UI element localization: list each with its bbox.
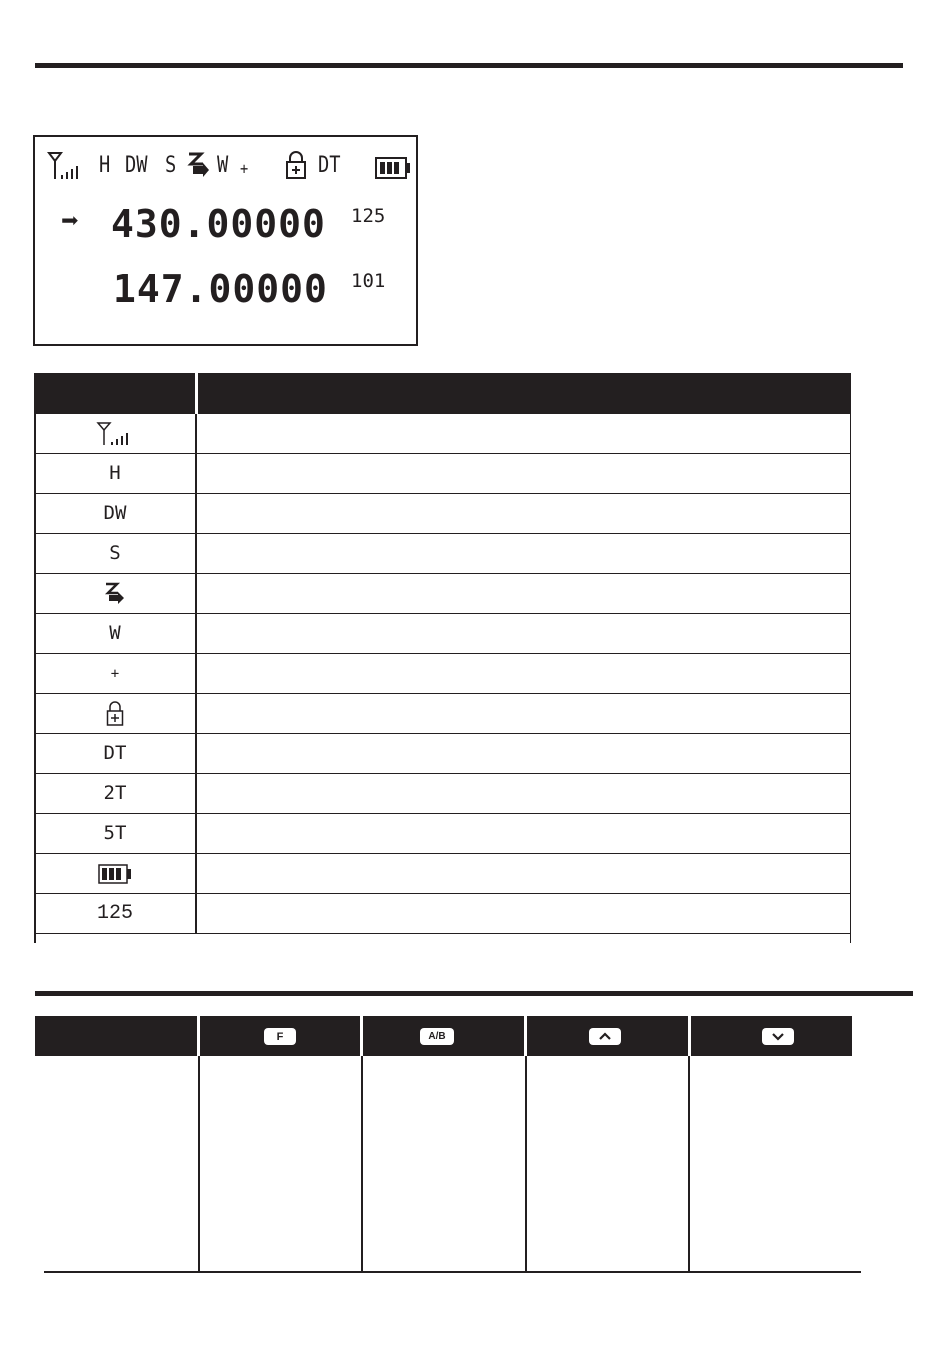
lcd-frequency-b: 147.00000 xyxy=(113,267,328,311)
lcd-channel-b: 101 xyxy=(351,270,386,292)
lock-icon xyxy=(106,701,124,727)
table-row xyxy=(34,774,851,814)
section-rule xyxy=(35,991,913,996)
down-arrow-icon xyxy=(771,1032,785,1041)
lcd-status-h: H xyxy=(99,153,111,178)
up-arrow-icon xyxy=(598,1032,612,1041)
2t-label: 2T xyxy=(103,782,127,804)
lcd-frequency-a: 430.00000 xyxy=(111,202,326,246)
ab-key: A/B xyxy=(420,1028,454,1045)
table-row xyxy=(34,814,851,854)
key-function-table xyxy=(35,1016,852,1273)
battery-icon xyxy=(375,157,411,179)
table-row xyxy=(34,734,851,774)
battery-icon xyxy=(98,864,132,884)
table-row xyxy=(34,694,851,734)
f-key: F xyxy=(264,1028,296,1045)
lcd-status-s: S xyxy=(165,153,177,178)
table-header xyxy=(527,1016,688,1056)
signal-strength-icon xyxy=(96,421,134,447)
table-header xyxy=(691,1016,852,1056)
table-row xyxy=(34,414,851,454)
up-key xyxy=(589,1028,621,1045)
table-header xyxy=(363,1016,524,1056)
table-row xyxy=(34,654,851,694)
lcd-status-plus: + xyxy=(240,159,249,178)
lcd-status-dt: DT xyxy=(318,153,341,178)
table-row xyxy=(34,494,851,534)
dt-label: DT xyxy=(103,742,127,764)
table-row xyxy=(34,614,851,654)
table-row xyxy=(34,574,851,614)
table-row xyxy=(34,454,851,494)
icon-legend-table xyxy=(34,373,851,934)
table-header xyxy=(35,1016,197,1056)
plus-label: + xyxy=(110,665,120,682)
dw-label: DW xyxy=(103,502,127,524)
table-header xyxy=(200,1016,360,1056)
signal-strength-icon xyxy=(47,151,81,181)
table-row xyxy=(34,894,851,934)
reverse-icon xyxy=(104,581,126,607)
w-label: W xyxy=(109,622,121,644)
table-header xyxy=(34,373,851,414)
table-row xyxy=(34,854,851,894)
lcd-active-arrow-icon: ➡ xyxy=(61,204,80,239)
lcd-status-dw: DW xyxy=(125,153,148,178)
lock-icon xyxy=(285,151,307,181)
lcd-display xyxy=(33,135,418,346)
s-label: S xyxy=(109,542,121,564)
h-label: H xyxy=(109,462,121,484)
channel-number-label: 125 xyxy=(96,901,133,925)
lcd-channel-a: 125 xyxy=(351,205,386,227)
table-row xyxy=(34,534,851,574)
reverse-icon xyxy=(187,151,211,181)
lcd-status-w: W xyxy=(217,153,229,178)
down-key xyxy=(762,1028,794,1045)
bottom-rule xyxy=(44,1271,861,1273)
5t-label: 5T xyxy=(103,822,127,844)
top-rule xyxy=(35,63,903,68)
